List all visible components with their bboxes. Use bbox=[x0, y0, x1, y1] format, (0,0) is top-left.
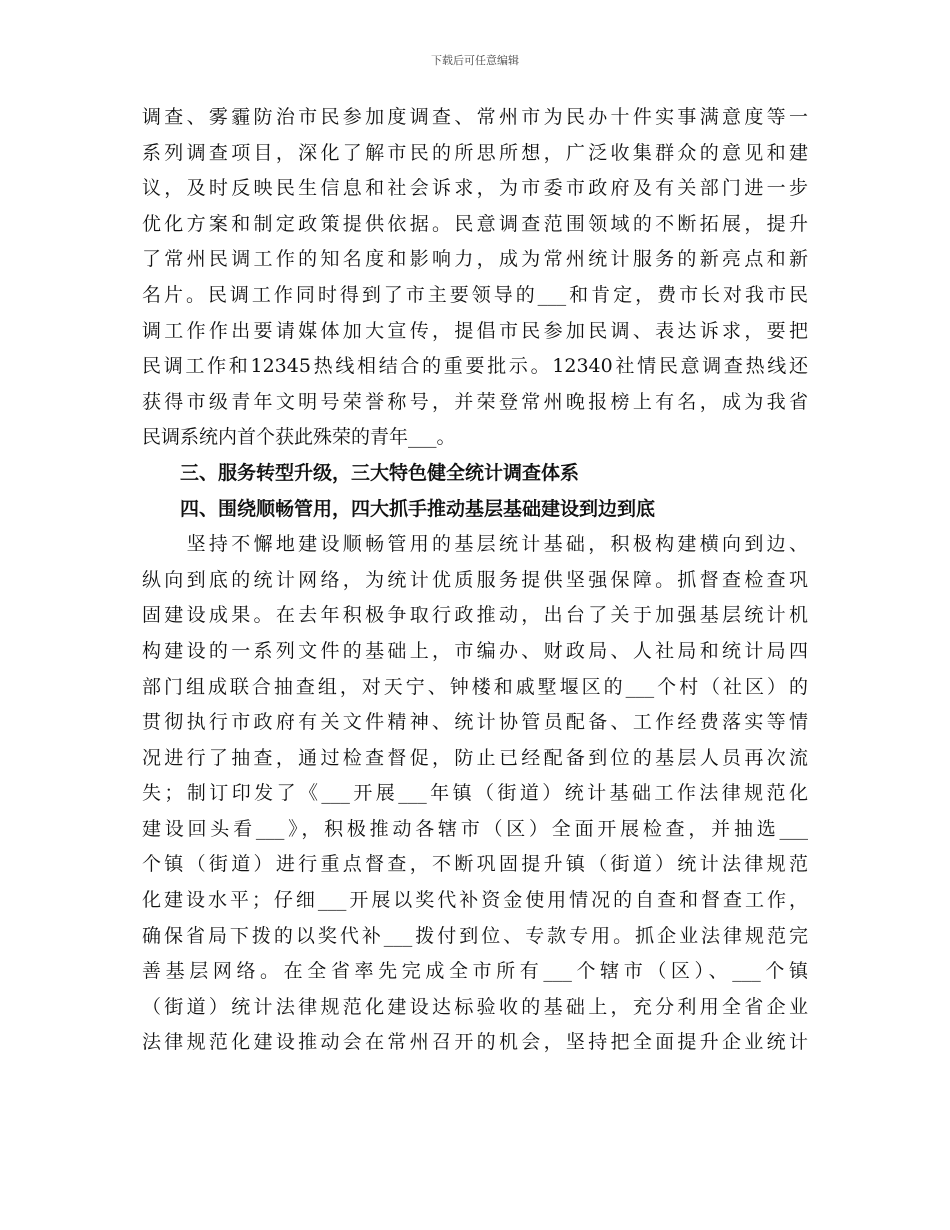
body-line: 部门组成联合抽查组，对天宁、钟楼和戚墅堰区的___个村（社区）的 bbox=[142, 675, 808, 698]
section-heading-3: 三、服务转型升级，三大特色健全统计调查体系 bbox=[180, 461, 580, 484]
body-line: 化建设水平；仔细___开展以奖代补资金使用情况的自查和督查工作， bbox=[142, 889, 808, 912]
body-line: 构建设的一系列文件的基础上，市编办、财政局、人社局和统计局四 bbox=[142, 639, 808, 662]
body-line: 确保省局下拨的以奖代补___拨付到位、专款专用。抓企业法律规范完 bbox=[142, 924, 808, 947]
body-line: 坚持不懈地建设顺畅管用的基层统计基础，积极构建横向到边、 bbox=[142, 533, 808, 556]
document-body bbox=[142, 101, 808, 1062]
body-line: 了常州民调工作的知名度和影响力，成为常州统计服务的新亮点和新 bbox=[142, 248, 808, 271]
body-line: 调查、雾霾防治市民参加度调查、常州市为民办十件实事满意度等一 bbox=[142, 106, 808, 128]
body-line: 善基层网络。在全省率先完成全市所有___个辖市（区）、___个镇 bbox=[142, 960, 808, 983]
body-line: 名片。民调工作同时得到了市主要领导的___和肯定，费市长对我市民 bbox=[142, 283, 808, 306]
body-line: 个镇（街道）进行重点督查，不断巩固提升镇（街道）统计法律规范 bbox=[142, 853, 808, 876]
body-line: 民调系统内首个获此殊荣的青年___。 bbox=[142, 426, 456, 449]
section-heading-4: 四、围绕顺畅管用，四大抓手推动基层基础建设到边到底 bbox=[180, 497, 656, 520]
body-line: 民调工作和12345热线相结合的重要批示。12340社情民意调查热线还 bbox=[142, 355, 808, 378]
body-line: 贯彻执行市政府有关文件精神、统计协管员配备、工作经费落实等情 bbox=[142, 711, 808, 734]
header-note: 下载后可任意编辑 bbox=[431, 54, 519, 67]
body-line: 调工作作出要请媒体加大宣传，提倡市民参加民调、表达诉求，要把 bbox=[142, 319, 808, 342]
body-line: 系列调查项目，深化了解市民的所思所想，广泛收集群众的意见和建 bbox=[142, 141, 808, 164]
body-line: 纵向到底的统计网络，为统计优质服务提供坚强保障。抓督查检查巩 bbox=[142, 568, 808, 591]
body-line: 建设回头看___》，积极推动各辖市（区）全面开展检查，并抽选___ bbox=[142, 817, 808, 840]
body-line: 法律规范化建设推动会在常州召开的机会，坚持把全面提升企业统计 bbox=[142, 1031, 808, 1054]
body-line: 优化方案和制定政策提供依据。民意调查范围领域的不断拓展，提升 bbox=[142, 212, 808, 235]
body-line: 失；制订印发了《___开展___年镇（街道）统计基础工作法律规范化 bbox=[142, 782, 808, 805]
body-line: 固建设成果。在去年积极争取行政推动，出台了关于加强基层统计机 bbox=[142, 604, 808, 627]
body-line: 获得市级青年文明号荣誉称号，并荣登常州晚报榜上有名，成为我省 bbox=[142, 390, 808, 413]
body-line: 议，及时反映民生信息和社会诉求，为市委市政府及有关部门进一步 bbox=[142, 177, 808, 200]
body-line: （街道）统计法律规范化建设达标验收的基础上，充分利用全省企业 bbox=[142, 995, 808, 1018]
body-line: 况进行了抽查，通过检查督促，防止已经配备到位的基层人员再次流 bbox=[142, 746, 808, 769]
